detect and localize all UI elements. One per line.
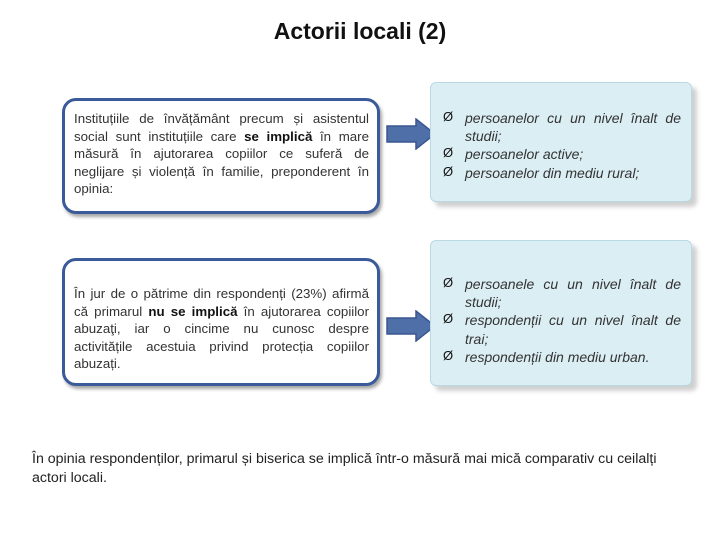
list-item-text: persoanele cu un nivel înalt de studii; (465, 276, 681, 311)
arrow-bullet-icon: Ø (443, 145, 454, 161)
box1-text-after: în mare măsură în ajutorarea copiilor ce suferă de neglijare și violență în familie, preponderent în opinia: (74, 128, 369, 197)
list-item (443, 145, 681, 163)
arrow-bullet-icon: Ø (443, 109, 454, 124)
slide-title: Actorii locali (2) (273, 18, 447, 44)
right-arrow-icon (386, 118, 436, 150)
schools-social-worker-box (62, 98, 380, 214)
conclusion-text: În opinia respondenților, primarul și biserica se implică într-o măsură mai mică comparativ cu ceilalți actori locali. (32, 451, 657, 486)
box2-text-before: În jur de o pătrime din respondenți (23%) afirmă că primarul (74, 286, 369, 319)
mayor-involvement-box (62, 258, 380, 386)
list-item (443, 164, 681, 182)
box2-text-after: în ajutorarea copiilor abuzaţi, iar o cincime nu cunosc despre activitățile acestuia privind protecția copiilor abuzați. (74, 303, 370, 372)
opinion-groups-box-1 (430, 82, 692, 202)
box2-bold-text: nu se implică (148, 303, 238, 319)
list-item-text: persoanelor din mediu rural; (465, 164, 640, 181)
list-item-text: persoanelor active; (465, 146, 584, 163)
list-item (443, 109, 681, 145)
opinion-groups-list-1 (443, 109, 681, 182)
box1-bold-text: se implică (244, 128, 313, 144)
list-item-text: respondenții cu un nivel înalt de trai; (465, 312, 681, 347)
arrow-bullet-icon: Ø (443, 347, 454, 363)
arrow-bullet-icon: Ø (443, 163, 454, 179)
list-item (443, 348, 681, 366)
arrow-bullet-icon: Ø (443, 275, 454, 290)
opinion-groups-box-2 (430, 240, 692, 386)
right-arrow-icon (386, 310, 436, 342)
opinion-groups-list-2 (443, 275, 681, 366)
list-item-text: persoanelor cu un nivel înalt de studii; (465, 110, 681, 145)
list-item (443, 275, 681, 311)
box1-text-before: Instituțiile de învățământ precum și asistentul social sunt instituțiile care (74, 111, 369, 144)
list-item (443, 311, 681, 347)
arrow-bullet-icon: Ø (443, 311, 454, 327)
list-item-text: respondenții din mediu urban. (465, 348, 650, 365)
